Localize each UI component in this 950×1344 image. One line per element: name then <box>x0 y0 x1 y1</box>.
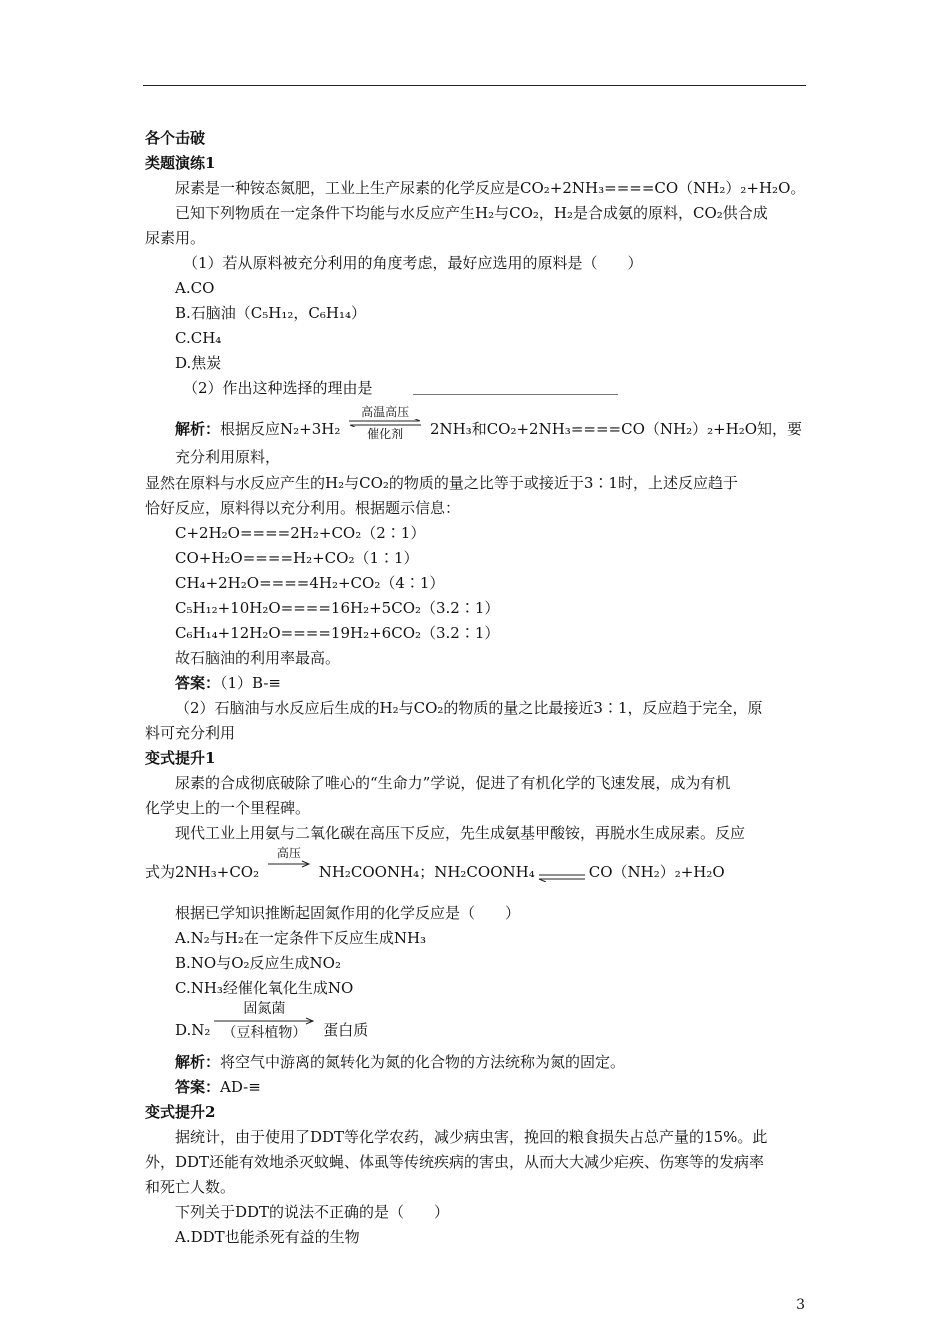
practice1-title: 类题演练1 <box>145 154 216 172</box>
variant2-question: 下列关于DDT的说法不正确的是（ ） <box>175 1203 450 1221</box>
section-heading: 各个击破 <box>145 129 206 147</box>
reversible-arrow-icon <box>537 872 587 882</box>
answer-label: 答案： <box>175 674 221 692</box>
variant1-option-b: B.NO与O₂反应生成NO₂ <box>175 954 341 972</box>
variant1-option-c: C.NH₃经催化氧化生成NO <box>175 979 354 997</box>
variant2-title: 变式提升2 <box>145 1103 216 1121</box>
high-pressure-label: 高压 <box>276 846 301 860</box>
practice1-option-a: A.CO <box>175 279 215 297</box>
variant1-answer <box>145 1075 810 1100</box>
question-2-text: （2）作出这种选择的理由是 <box>183 379 373 397</box>
variant1-p1a: 尿素的合成彻底破除了唯心的“生命力”学说，促进了有机化学的飞速发展，成为有机 <box>175 774 731 792</box>
practice1-conclusion: 故石脑油的利用率最高。 <box>175 649 341 667</box>
practice1-option-d: D.焦炭 <box>175 354 222 372</box>
analysis-text-b: 2NH₃和CO₂+2NH₃====CO（NH₂）₂+H₂O知，要充分利用原料， <box>175 420 803 466</box>
practice1-analysis-line1 <box>145 405 810 471</box>
document-body <box>145 126 810 1250</box>
analysis-text: 将空气中游离的氮转化为氮的化合物的方法统称为氮的固定。 <box>220 1053 626 1071</box>
variant2-option-a: A.DDT也能杀死有益的生物 <box>175 1228 360 1246</box>
analysis-label: 解析： <box>175 1053 221 1071</box>
practice1-analysis-line2: 显然在原料与水反应产生的H₂与CO₂的物质的量之比等于或接近于3∶1时，上述反应趋于 <box>145 474 738 492</box>
right-arrow-icon <box>266 860 312 868</box>
practice1-option-b: B.石脑油（C₅H₁₂，C₆H₁₄） <box>175 304 366 322</box>
practice1-option-c: C.CH₄ <box>175 329 222 347</box>
arrow-top-label: 高温高压 <box>361 405 410 419</box>
variant1-p2a: 现代工业上用氨与二氧化碳在高压下反应，先生成氨基甲酸铵，再脱水生成尿素。反应 <box>175 824 746 842</box>
reaction-mid: NH₂COONH₄；NH₂COONH₄ <box>318 863 535 881</box>
answer-1: （1）B-≡ <box>220 674 281 692</box>
equation-4: C₅H₁₂+10H₂O====16H₂+5CO₂（3.2∶1） <box>175 599 500 617</box>
variant1-p2b <box>145 846 810 889</box>
variant1-option-a: A.N₂与H₂在一定条件下反应生成NH₃ <box>175 929 427 947</box>
practice1-question-1: （1）若从原料被充分利用的角度考虑，最好应选用的原料是（ ） <box>183 254 643 272</box>
header-rule <box>143 85 806 86</box>
variant2-p1c: 和死亡人数。 <box>145 1178 236 1196</box>
page-number: 3 <box>796 1297 805 1313</box>
answer-label: 答案： <box>175 1078 221 1096</box>
variant1-analysis <box>145 1050 810 1075</box>
reversible-arrow <box>347 405 423 441</box>
practice1-answer-2b: 料可充分利用 <box>145 724 236 742</box>
option-d-end: 蛋白质 <box>323 1021 369 1039</box>
arrow-top-label: 固氮菌 <box>243 1001 286 1017</box>
arrow-bottom-label: 催化剂 <box>367 427 404 441</box>
right-arrow-icon <box>212 1017 316 1025</box>
practice1-analysis-line3: 恰好反应，原料得以充分利用。根据题示信息： <box>145 499 461 517</box>
variant1-p1b: 化学史上的一个里程碑。 <box>145 799 311 817</box>
high-pressure-arrow <box>266 846 312 882</box>
answer-text: AD-≡ <box>220 1078 261 1096</box>
practice1-answer-2a: （2）石脑油与水反应后生成的H₂与CO₂的物质的量之比最接近3∶1，反应趋于完全，原 <box>175 699 763 717</box>
reversible-arrow-2 <box>537 872 587 880</box>
answer-blank-line <box>413 380 618 395</box>
nitrogen-fixation-arrow <box>212 1001 316 1041</box>
variant2-p1a: 据统计，由于使用了DDT等化学农药，减少病虫害，挽回的粮食损失占总产量的15%。此 <box>175 1128 768 1146</box>
practice1-known-1: 已知下列物质在一定条件下均能与水反应产生H₂与CO₂，H₂是合成氨的原料，CO₂供合成 <box>175 204 768 222</box>
reversible-arrow-icon <box>347 419 423 427</box>
practice1-known-2: 尿素用。 <box>145 229 206 247</box>
practice1-question-2 <box>145 376 810 401</box>
option-d-start: D.N₂ <box>175 1021 211 1039</box>
analysis-label: 解析： <box>175 420 221 438</box>
equation-2: CO+H₂O====H₂+CO₂（1∶1） <box>175 549 419 567</box>
equation-3: CH₄+2H₂O====4H₂+CO₂（4∶1） <box>175 574 445 592</box>
equation-5: C₆H₁₄+12H₂O====19H₂+6CO₂（3.2∶1） <box>175 624 500 642</box>
variant2-p1b: 外，DDT还能有效地杀灭蚊蝇、体虱等传统疾病的害虫，从而大大减少疟疾、伤寒等的发病率 <box>145 1153 765 1171</box>
practice1-intro: 尿素是一种铵态氮肥，工业上生产尿素的化学反应是CO₂+2NH₃====CO（NH₂）₂+H₂O。 <box>175 179 806 197</box>
analysis-text-a: 根据反应N₂+3H₂ <box>220 420 341 438</box>
arrow-bottom-label: （豆科植物） <box>222 1025 307 1041</box>
variant1-option-d <box>145 1001 810 1050</box>
reaction-end: CO（NH₂）₂+H₂O <box>588 863 725 881</box>
reaction-start: 式为2NH₃+CO₂ <box>145 863 260 881</box>
equation-1: C+2H₂O====2H₂+CO₂（2∶1） <box>175 524 426 542</box>
variant1-question: 根据已学知识推断起固氮作用的化学反应是（ ） <box>175 904 521 922</box>
practice1-answer <box>145 671 810 696</box>
variant1-title: 变式提升1 <box>145 749 216 767</box>
